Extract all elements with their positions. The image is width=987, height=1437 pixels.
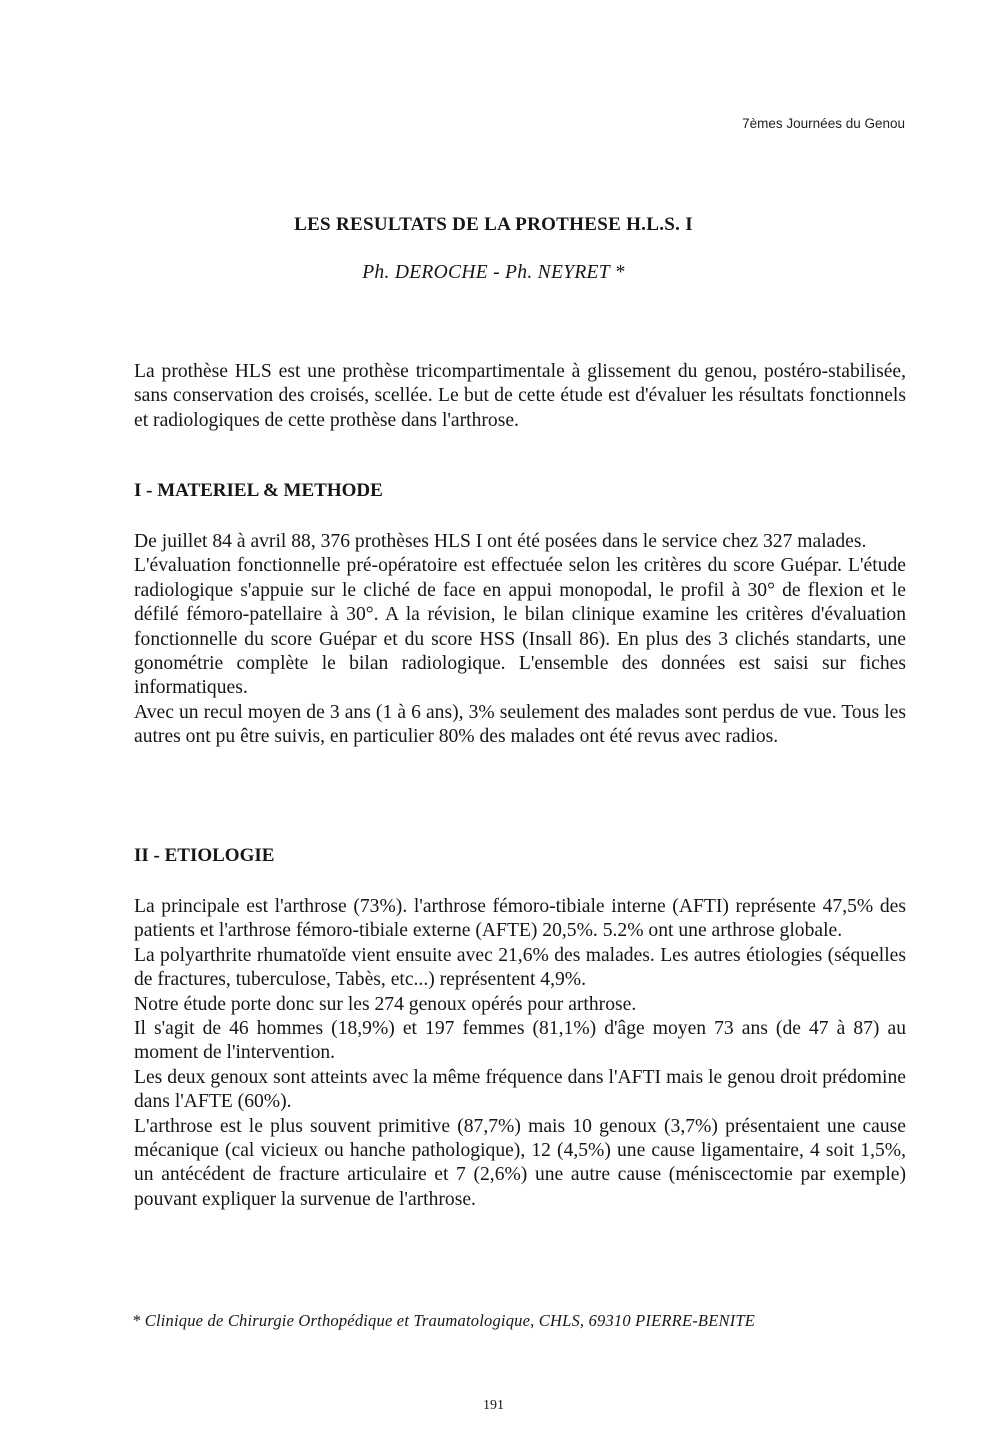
body-paragraph: De juillet 84 à avril 88, 376 prothèses HLS I ont été posées dans le service chez 327 malades.	[134, 531, 867, 552]
body-paragraph: La polyarthrite rhumatoïde vient ensuite avec 21,6% des malades. Les autres étiologies (séquelles de fractures, tuberculose, Tabès, etc...) représentent 4,9%.	[134, 944, 906, 991]
affiliation-footnote: * Clinique de Chirurgie Orthopédique et Traumatologique, CHLS, 69310 PIERRE-BENITE	[132, 1311, 756, 1330]
page-number: 191	[483, 1398, 504, 1413]
body-paragraph: L'arthrose est le plus souvent primitive (87,7%) mais 10 genoux (3,7%) présentaient une cause mécanique (cal vicieux ou hanche pathologique), 12 (4,5%) une cause ligamentaire, 4 soit 1,5%, un antécédent de fracture articulaire et 7 (2,6%) une autre cause (méniscectomie par exemple) pouvant expliquer la survenue de l'arthrose.	[134, 1115, 906, 1210]
body-paragraph: La principale est l'arthrose (73%). l'arthrose fémoro-tibiale interne (AFTI) représente 47,5% des patients et l'arthrose fémoro-tibiale externe (AFTE) 20,5%. 5.2% ont une arthrose globale.	[134, 896, 906, 942]
body-paragraph: Il s'agit de 46 hommes (18,9%) et 197 femmes (81,1%) d'âge moyen 73 ans (de 47 à 87) au moment de l'intervention.	[134, 1018, 906, 1064]
running-header: 7èmes Journées du Genou	[742, 116, 905, 131]
body-paragraph: Avec un recul moyen de 3 ans (1 à 6 ans), 3% seulement des malades sont perdus de vue. Tous les autres ont pu être suivis, en particulier 80% des malades ont été revus avec radios.	[134, 701, 906, 748]
section-heading-etiologie: II - ETIOLOGIE	[134, 845, 275, 866]
section-heading-materiel: I - MATERIEL & METHODE	[134, 480, 383, 501]
body-paragraph: Notre étude porte donc sur les 274 genoux opérés pour arthrose.	[134, 993, 637, 1015]
section-etiologie-body	[134, 895, 906, 1212]
intro-block	[134, 360, 906, 433]
section-materiel-body	[134, 530, 906, 750]
body-paragraph: L'évaluation fonctionnelle pré-opératoire est effectuée selon les critères du score Guépar. L'étude radiologique s'appuie sur le cliché de face en appui monopodal, le profil à 30° de flexion et le défilé fémoro-patellaire à 30°. A la révision, le bilan clinique examine les critères d'évaluation fonctionnelle du score Guépar et du score HSS (Insall 86). En plus des 3 clichés standarts, une gonométrie complète le bilan radiologique. L'ensemble des données est saisi sur fiches informatiques.	[134, 555, 906, 699]
intro-paragraph: La prothèse HLS est une prothèse tricompartimentale à glissement du genou, postéro-stabilisée, sans conservation des croisés, scellée. Le but de cette étude est d'évaluer les résultats fonctionnels et radiologiques de cette prothèse dans l'arthrose.	[134, 361, 906, 431]
body-paragraph: Les deux genoux sont atteints avec la même fréquence dans l'AFTI mais le genou droit prédomine dans l'AFTE (60%).	[134, 1066, 906, 1113]
article-authors: Ph. DEROCHE - Ph. NEYRET *	[362, 262, 625, 283]
article-title: LES RESULTATS DE LA PROTHESE H.L.S. I	[294, 214, 693, 235]
